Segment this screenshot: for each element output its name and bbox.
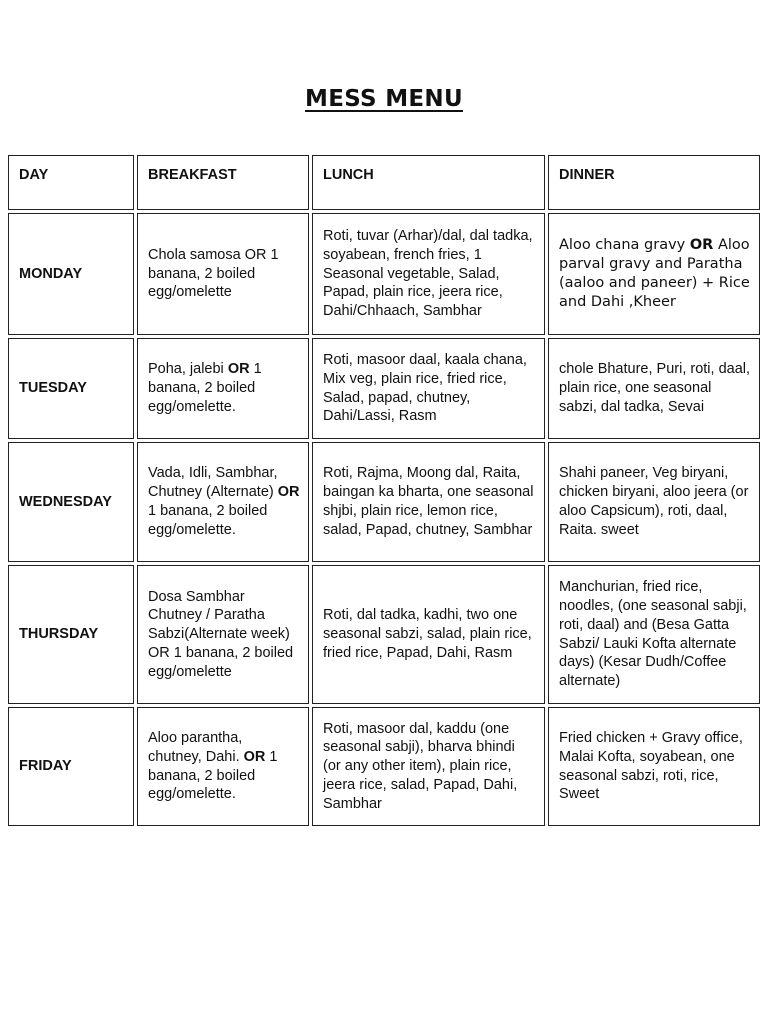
lunch-cell: Roti, masoor dal, kaddu (one seasonal sabji), bharva bhindi (or any other item), plain rice, jeera rice, salad, Papad, Dahi, Sambhar xyxy=(312,707,545,826)
table-row-tuesday xyxy=(8,338,760,439)
dinner-cell: Fried chicken + Gravy office, Malai Kofta, soyabean, one seasonal sabzi, roti, rice, Sweet xyxy=(548,707,760,826)
breakfast-text-part: Vada, Idli, Sambhar, Chutney (Alternate) xyxy=(148,465,278,501)
header-dinner: DINNER xyxy=(548,155,760,210)
mess-menu-table xyxy=(5,152,763,829)
header-lunch: LUNCH xyxy=(312,155,545,210)
dinner-cell: Shahi paneer, Veg biryani, chicken biryani, aloo jeera (or aloo Capsicum), roti, daal, Raita. sweet xyxy=(548,442,760,562)
breakfast-text-part: 1 banana, 2 boiled egg/omelette. xyxy=(148,361,262,415)
dinner-cell: Manchurian, fried rice, noodles, (one seasonal sabji, roti, daal) and (Besa Gatta Sabzi/ Lauki Kofta alternate days) (Kesar Dudh/Coffee alternate) xyxy=(548,565,760,704)
breakfast-cell xyxy=(137,338,309,439)
day-cell: WEDNESDAY xyxy=(8,442,134,562)
breakfast-cell: Chola samosa OR 1 banana, 2 boiled egg/omelette xyxy=(137,213,309,335)
table-row-monday xyxy=(8,213,760,335)
or-connector: OR xyxy=(689,237,714,254)
dinner-text-part: Aloo parval gravy and Paratha (aaloo and paneer) + Rice and Dahi ,Kheer xyxy=(559,237,750,310)
breakfast-text-part: 1 banana, 2 boiled egg/omelette. xyxy=(148,503,268,538)
header-day: DAY xyxy=(8,155,134,210)
or-connector: OR xyxy=(227,361,250,378)
breakfast-cell: Dosa Sambhar Chutney / Paratha Sabzi(Alternate week) OR 1 banana, 2 boiled egg/omelette xyxy=(137,565,309,704)
day-cell: THURSDAY xyxy=(8,565,134,704)
lunch-cell: Roti, masoor daal, kaala chana, Mix veg, plain rice, fried rice, Salad, papad, chutney, Dahi/Lassi, Rasm xyxy=(312,338,545,439)
table-row-friday xyxy=(8,707,760,826)
dinner-cell xyxy=(548,213,760,335)
lunch-cell: Roti, dal tadka, kadhi, two one seasonal sabzi, salad, plain rice, fried rice, Papad, Dahi, Rasm xyxy=(312,565,545,704)
page-title: MESS MENU xyxy=(305,86,463,112)
lunch-cell: Roti, Rajma, Moong dal, Raita, baingan ka bharta, one seasonal shjbi, plain rice, lemon rice, salad, Papad, chutney, Sambhar xyxy=(312,442,545,562)
breakfast-cell xyxy=(137,442,309,562)
table-row-wednesday xyxy=(8,442,760,562)
breakfast-text-part: 1 banana, 2 boiled egg/omelette. xyxy=(148,748,278,803)
or-connector: OR xyxy=(277,484,300,501)
dinner-text-part: Aloo chana gravy xyxy=(559,237,690,254)
header-breakfast: BREAKFAST xyxy=(137,155,309,210)
lunch-cell: Roti, tuvar (Arhar)/dal, dal tadka, soyabean, french fries, 1 Seasonal vegetable, Salad, Papad, plain rice, jeera rice, Dahi/Chhaach, Sambhar xyxy=(312,213,545,335)
day-cell: MONDAY xyxy=(8,213,134,335)
table-row-thursday xyxy=(8,565,760,704)
or-connector: OR xyxy=(243,748,266,765)
day-cell: TUESDAY xyxy=(8,338,134,439)
breakfast-cell xyxy=(137,707,309,826)
table-header-row xyxy=(8,155,760,210)
dinner-cell: chole Bhature, Puri, roti, daal, plain rice, one seasonal sabzi, dal tadka, Sevai xyxy=(548,338,760,439)
breakfast-text-part: Poha, jalebi xyxy=(148,361,228,378)
day-cell: FRIDAY xyxy=(8,707,134,826)
breakfast-text-part: Aloo parantha, chutney, Dahi. xyxy=(148,729,244,765)
